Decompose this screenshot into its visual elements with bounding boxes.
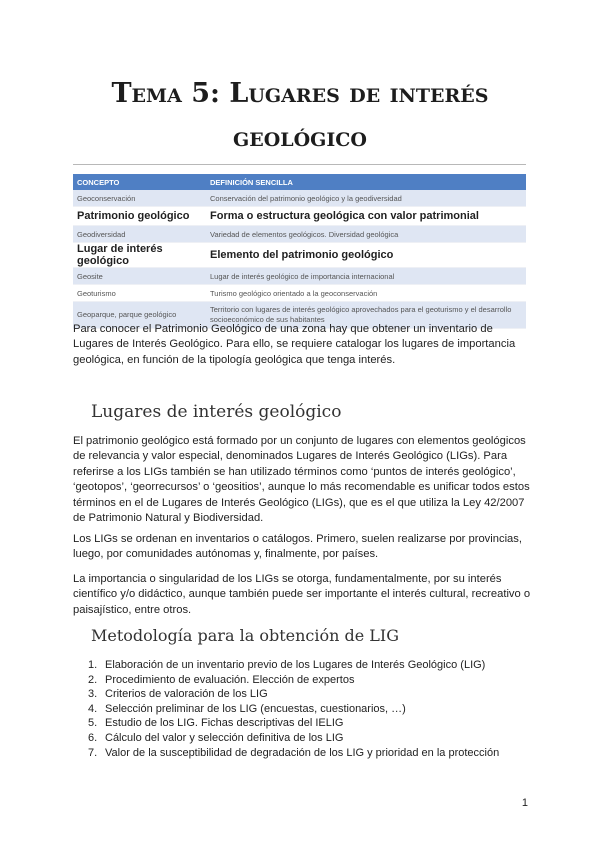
title-line-1: Tema 5: Lugares de interés — [111, 78, 489, 109]
list-item-number: 7. — [88, 746, 98, 759]
table-cell-concept: Geoturismo — [73, 285, 206, 302]
paragraph-importancia: La importancia o singularidad de los LIGs se otorga, fundamentalmente, por su interés científico y/o didáctico, aunque también puede ser importante el interés cultural, recreativo o paisajístico, entre otros. — [73, 573, 531, 616]
table-row — [73, 226, 526, 243]
methodology-list — [73, 658, 533, 760]
page-number: 1 — [521, 797, 528, 809]
table-row — [73, 285, 526, 302]
list-item — [73, 658, 533, 673]
paragraph-patrimonio: El patrimonio geológico está formado por un conjunto de lugares con elementos geológicos de relevancia y valor especial, denominados Lugares de Interés Geológico (LIGs). Para referirse a los LIGs también se han utilizado términos como ‘puntos de interés geológico’, ‘geotopos’, ‘georrecursos’ o ‘geositios’, aunque lo más recomendable es unificar todos estos términos en el de Lugares de Interés Geológico (LIGs), que es el que utiliza la Ley 42/2007 de Patrimonio Natural y Biodiversidad. — [73, 435, 530, 525]
table-row — [73, 207, 526, 226]
table-row — [73, 268, 526, 285]
page-title — [60, 72, 540, 160]
table-row — [73, 190, 526, 207]
table-cell-definition: Turismo geológico orientado a la geoconservación — [206, 285, 526, 302]
list-item-number: 2. — [88, 673, 98, 686]
list-item — [73, 702, 533, 717]
list-item — [73, 731, 533, 746]
list-item-number: 3. — [88, 688, 98, 701]
list-item — [73, 716, 533, 731]
table-row — [73, 243, 526, 268]
table-cell-definition: Elemento del patrimonio geológico — [206, 243, 526, 268]
table-cell-definition: Variedad de elementos geológicos. Diversidad geológica — [206, 226, 526, 243]
list-item-text: Criterios de valoración de los LIG — [105, 688, 268, 701]
table-cell-concept: Geoparque, parque geológico — [73, 302, 206, 329]
table-cell-definition: Territorio con lugares de interés geológico aprovechados para el geoturismo y el desarrollo socioeconómico de sus habitantes — [206, 302, 526, 329]
list-item-text: Elaboración de un inventario previo de los Lugares de Interés Geológico (LIG) — [105, 659, 486, 671]
title-line-2: geológico — [233, 122, 367, 153]
list-item-number: 6. — [88, 731, 98, 744]
list-item-text: Valor de la susceptibilidad de degradación de los LIG y prioridad en la protección — [105, 746, 500, 759]
list-item — [73, 746, 533, 761]
section-heading-lugares: Lugares de interés geológico — [91, 402, 342, 422]
list-item — [73, 673, 533, 688]
title-divider — [73, 164, 526, 165]
table-cell-concept: Lugar de interés geológico — [73, 243, 206, 268]
table-header-row — [73, 174, 526, 190]
list-item-number: 4. — [88, 702, 98, 715]
table-cell-concept: Geodiversidad — [73, 226, 206, 243]
paragraph-inventarios: Los LIGs se ordenan en inventarios o catálogos. Primero, suelen realizarse por provincias, luego, por comunidades autónomas y, finalmente, por países. — [73, 533, 522, 561]
list-item-text: Selección preliminar de los LIG (encuestas, cuestionarios, …) — [105, 702, 406, 715]
list-item-text: Procedimiento de evaluación. Elección de expertos — [105, 673, 355, 686]
table-header-concept: CONCEPTO — [73, 174, 206, 190]
table-cell-definition: Lugar de interés geológico de importancia internacional — [206, 268, 526, 285]
intro-paragraph: Para conocer el Patrimonio Geológico de una zona hay que obtener un inventario de Lugares de Interés Geológico. Para ello, se requiere catalogar los lugares de importancia geológica, en función de la tipología geológica que tenga interés. — [73, 323, 516, 366]
list-item-number: 5. — [88, 717, 98, 730]
table-cell-concept: Geosite — [73, 268, 206, 285]
concepts-table — [73, 174, 526, 329]
list-item — [73, 687, 533, 702]
table-header-definition: DEFINICIÓN SENCILLA — [206, 174, 526, 190]
table-cell-definition: Conservación del patrimonio geológico y la geodiversidad — [206, 190, 526, 207]
table-cell-concept: Geoconservación — [73, 190, 206, 207]
list-item-number: 1. — [88, 659, 98, 671]
section-heading-metodologia: Metodología para la obtención de LIG — [91, 626, 400, 645]
table-cell-definition: Forma o estructura geológica con valor patrimonial — [206, 207, 526, 226]
list-item-text: Estudio de los LIG. Fichas descriptivas del IELIG — [105, 717, 344, 730]
list-item-text: Cálculo del valor y selección definitiva de los LIG — [105, 731, 344, 744]
table-cell-concept: Patrimonio geológico — [73, 207, 206, 226]
